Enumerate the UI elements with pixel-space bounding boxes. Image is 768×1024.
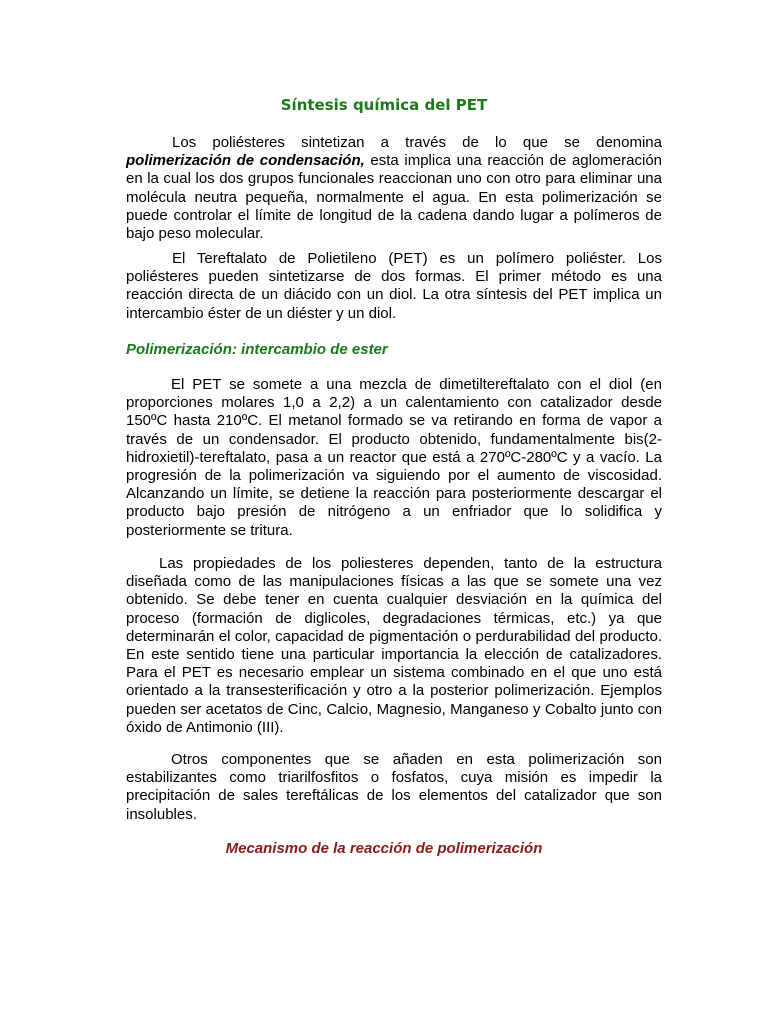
document-title: Síntesis química del PET <box>280 96 488 114</box>
emphasis-term: polimerización de condensación, <box>126 152 365 170</box>
paragraph-condensation <box>126 134 662 243</box>
section-heading-exchange: Polimerización: intercambio de ester <box>126 341 388 358</box>
paragraph-pet-definition: El Tereftalato de Polietileno (PET) es un polímero poliéster. Los poliésteres pueden sintetizarse de dos formas. El primer método es una reacción directa de un diácido con un diol. La otra síntesis del PET implica un intercambio éster de un diéster y un diol. <box>126 250 662 322</box>
paragraph-properties: Las propiedades de los poliesteres dependen, tanto de la estructura diseñada como de las manipulaciones físicas a las que se somete una vez obtenido. Se debe tener en cuenta cualquier desviación en la química del proceso (formación de diglicoles, degradaciones térmicas, etc.) ya que determinarán el color, capacidad de pigmentación o perdurabilidad del producto. En este sentido tiene una particular importancia la elección de catalizadores. Para el PET es necesario emplear un sistema combinado en el que uno está orientado a la transesterificación y otro a la posterior polimerización. Ejemplos pueden ser acetatos de Cinc, Calcio, Magnesio, Manganeso y Cobalto junto con óxido de Antimonio (III). <box>126 555 662 736</box>
section-heading-mechanism: Mecanismo de la reacción de polimerización <box>225 840 543 857</box>
paragraph-text: Los poliésteres sintetizan a través de lo que se denomina <box>172 134 662 151</box>
paragraph-stabilizers: Otros componentes que se añaden en esta polimerización son estabilizantes como triarilfosfitos o fosfatos, cuya misión es impedir la precipitación de sales tereftálicas de los elementos del catalizador que son insolubles. <box>126 751 662 823</box>
paragraph-text: esta implica una reacción de aglomeración en la cual los dos grupos funcionales reaccionan uno con otro para eliminar una molécula neutra pequeña, normalmente el agua. En esta polimerización se puede controlar el límite de longitud de la cadena dando lugar a polímeros de bajo peso molecular. <box>126 152 662 243</box>
paragraph-process: El PET se somete a una mezcla de dimetiltereftalato con el diol (en proporciones molares 1,0 a 2,2) a un calentamiento con catalizador desde 150ºC hasta 210ºC. El metanol formado se va retirando en forma de vapor a través de un condensador. El producto obtenido, fundamentalmente bis(2-hidroxietil)-tereftalato, pasa a un reactor que está a 270ºC-280ºC y a vacío. La progresión de la polimerización va siguiendo por el aumento de viscosidad. Alcanzando un límite, se detiene la reacción para posteriormente descargar el producto bajo presión de nitrógeno a un enfriador que lo solidifica y posteriormente se tritura. <box>126 376 662 539</box>
